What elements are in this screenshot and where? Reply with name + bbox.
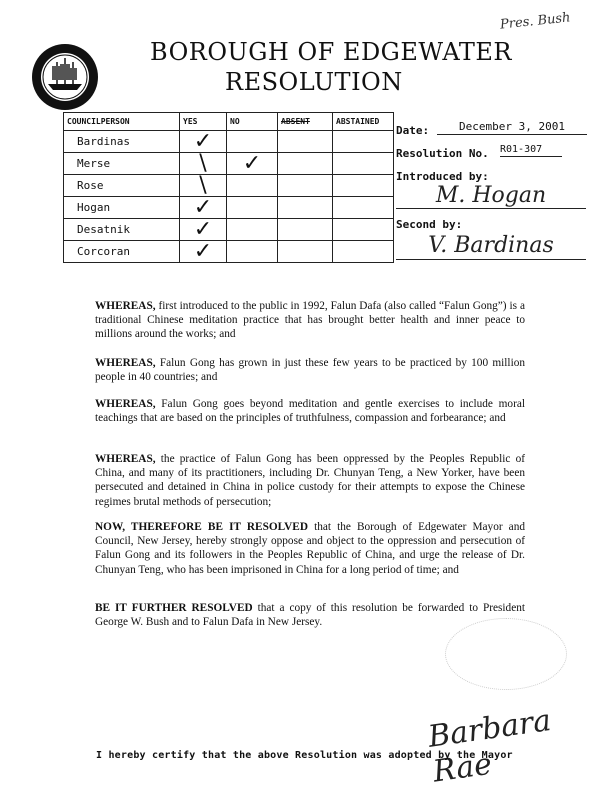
checkmark-icon: \ [199,150,207,176]
date-label: Date: [396,124,430,137]
paragraph-lead: WHEREAS, [95,398,156,410]
councilperson-name: Corcoran [64,241,180,263]
checkmark-icon: ✓ [193,194,213,220]
borough-seal-icon [30,42,100,112]
paragraph-lead: WHEREAS, [95,357,156,369]
introduced-by-signature: M. Hogan [396,184,586,209]
table-row [64,175,394,197]
checkmark-icon: ✓ [193,128,213,154]
paragraph-text: that the Borough of Edgewater Mayor and Council, New Jersey, hereby strongly oppose and object to the oppression and persecution of Falun Gong and its followers in the Peoples Republic of China, and urge the release of Dr. Chunyan Teng, who has been imprisoned in China for a long period of time; and [95,521,525,576]
paragraph-text: that a copy of this resolution be forwarded to President George W. Bush and to Falun Dafa in New Jersey. [95,602,526,629]
date-value: December 3, 2001 [437,120,587,135]
checkmark-icon: ✓ [193,238,213,264]
paragraph-text: first introduced to the public in 1992, Falun Dafa (also called “Falun Gong”) is a traditional Chinese meditation practice that has brought better health and inner peace to millions around the works; and [95,300,525,341]
clerk-signature: Barbara Rae [425,702,554,790]
table-row [64,219,394,241]
table-row [64,197,394,219]
resolution-number-value: R01-307 [500,144,562,157]
table-row [64,131,394,153]
checkmark-icon: ✓ [193,216,213,242]
table-row [64,153,394,175]
paragraph-text: Falun Gong goes beyond meditation and gentle exercises to include moral teachings that are based on the principles of truthfulness, compassion and forbearance; and [95,398,525,425]
second-by-label: Second by: [396,218,463,231]
vote-table-header [64,113,394,131]
whereas-paragraph-3 [95,397,525,425]
paragraph-lead: WHEREAS, [95,300,156,312]
paragraph-lead: BE IT FURTHER RESOLVED [95,602,253,614]
table-row [64,241,394,263]
col-no: NO [227,113,278,131]
councilperson-name: Desatnik [64,219,180,241]
vote-table [63,112,394,263]
introduced-by-label: Introduced by: [396,170,489,183]
whereas-paragraph-4 [95,452,525,509]
councilperson-name: Bardinas [64,131,180,153]
col-abstained: ABSTAINED [333,113,394,131]
resolution-number-label: Resolution No. [396,147,489,160]
certification-text: I hereby certify that the above Resolution was adopted by the Mayor [96,750,513,761]
resolved-paragraph [95,520,525,577]
col-yes: YES [180,113,227,131]
paragraph-lead: NOW, THEREFORE BE IT RESOLVED [95,521,308,533]
councilperson-name: Rose [64,175,180,197]
col-councilperson: COUNCILPERSON [64,113,180,131]
paragraph-lead: WHEREAS, [95,453,156,465]
document-subtitle: RESOLUTION [225,68,403,96]
checkmark-icon: ✓ [242,150,262,176]
whereas-paragraph-2 [95,356,525,384]
handwritten-note: Pres. Bush [499,10,572,33]
paragraph-text: the practice of Falun Gong has been oppressed by the Peoples Republic of China, and many of its practitioners, including Dr. Chunyan Teng, a New Yorker, have been persecuted and detained in China in police custody for their attempts to expose the Chinese regimes brutal methods of persecution; [95,453,525,508]
document-title: BOROUGH OF EDGEWATER [150,38,512,66]
further-resolved-paragraph [95,601,525,629]
embossed-seal [445,618,567,690]
second-by-signature: V. Bardinas [396,233,586,260]
paragraph-text: Falun Gong has grown in just these few years to be practiced by 100 million people in 40 countries; and [95,357,525,384]
councilperson-name: Merse [64,153,180,175]
whereas-paragraph-1 [95,299,525,342]
col-absent: ABSENT [278,113,333,131]
councilperson-name: Hogan [64,197,180,219]
checkmark-icon: \ [199,172,207,198]
